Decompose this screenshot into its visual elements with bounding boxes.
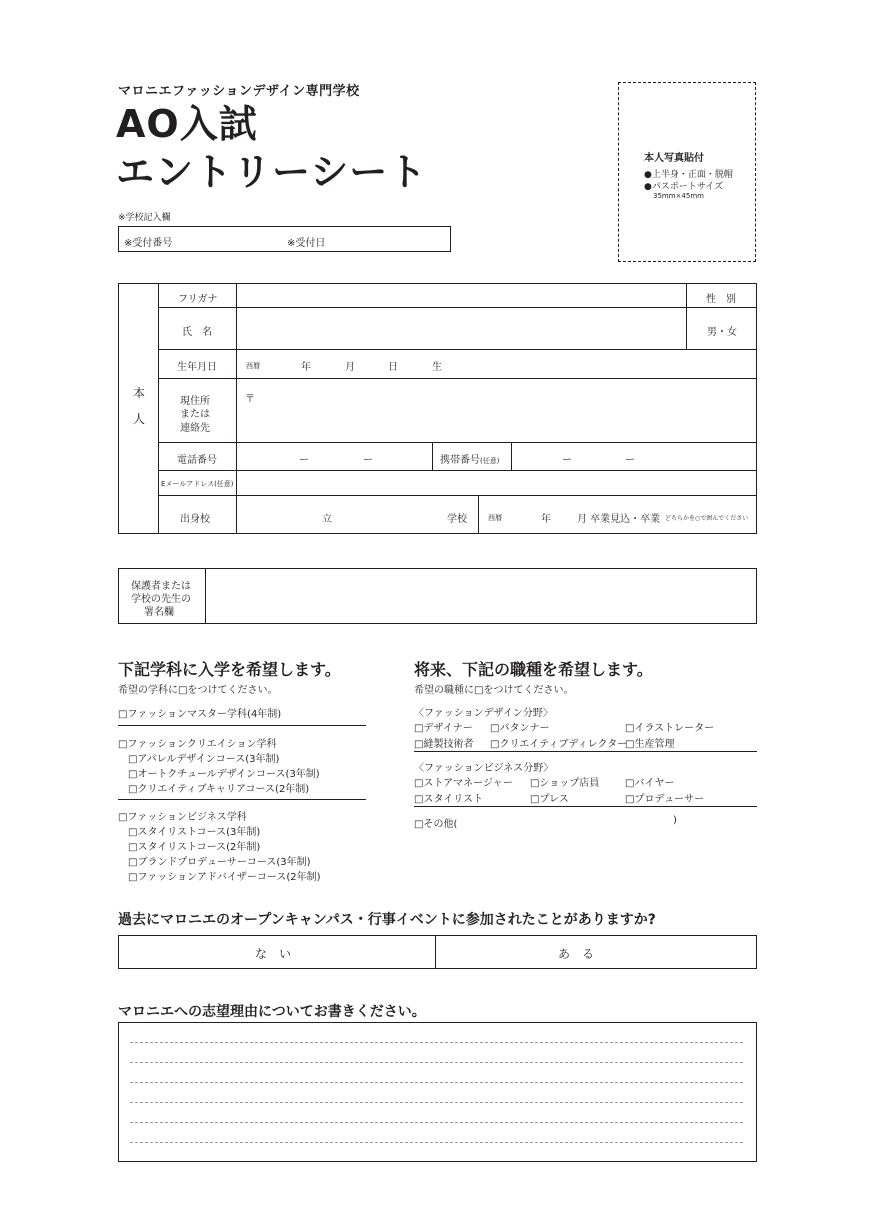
- job-item[interactable]: □ストアマネージャー: [414, 778, 513, 789]
- course-item[interactable]: □ブランドプロデューサーコース(3年制): [128, 857, 311, 868]
- school-use-note: ※学校記入欄: [118, 213, 171, 223]
- photo-line-1: ●上半身・正面・脱帽: [644, 170, 733, 180]
- job-item[interactable]: □スタイリスト: [414, 794, 484, 805]
- gender-options[interactable]: 男・女: [707, 327, 737, 338]
- event-answer-box: [118, 935, 757, 969]
- job-item[interactable]: □クリエイティブディレクター: [490, 739, 628, 750]
- grad-note: どちらかを○で囲んでください: [665, 515, 749, 522]
- photo-title: 本人写真貼付: [644, 153, 704, 164]
- guardian-label-1: 保護者または: [131, 581, 191, 592]
- name-field[interactable]: [238, 309, 684, 347]
- gender-label: 性 別: [706, 294, 736, 305]
- phone-dash-1: ー: [299, 455, 309, 466]
- dept-creation[interactable]: □ファッションクリエイション学科: [118, 739, 277, 750]
- departments-heading: 下記学科に入学を希望します。: [118, 660, 341, 679]
- design-field-label: 〈ファッションデザイン分野〉: [414, 708, 553, 719]
- course-item[interactable]: □クリエイティブキャリアコース(2年制): [128, 784, 310, 795]
- course-item[interactable]: □ファッションアドバイザーコース(2年制): [128, 872, 321, 883]
- address-label-2: または: [180, 409, 210, 420]
- title-line-1: AO入試: [116, 102, 258, 146]
- course-item[interactable]: □オートクチュールデザインコース(3年制): [128, 769, 320, 780]
- mobile-dash-2: ー: [625, 455, 635, 466]
- mobile-label-text: 携帯番号: [440, 455, 480, 466]
- event-no-option[interactable]: な い: [255, 947, 292, 961]
- name-label: 氏 名: [182, 327, 212, 338]
- course-item[interactable]: □アパレルデザインコース(3年制): [128, 754, 280, 765]
- job-item[interactable]: □ショップ店員: [530, 778, 600, 789]
- birth-era: 西暦: [246, 362, 260, 370]
- furigana-label: フリガナ: [178, 294, 218, 305]
- applicant-label-1: 本: [133, 386, 146, 400]
- job-item[interactable]: □パタンナー: [490, 723, 550, 734]
- school-label: 出身校: [180, 514, 210, 525]
- job-item[interactable]: □イラストレーター: [625, 723, 715, 734]
- receipt-box: [118, 226, 451, 252]
- receipt-date-label: ※受付日: [287, 238, 326, 249]
- job-item[interactable]: □バイヤー: [625, 778, 675, 789]
- job-item[interactable]: □生産管理: [625, 739, 675, 750]
- page-title: [116, 100, 427, 196]
- guardian-label-2: 学校の先生の: [131, 594, 191, 605]
- title-line-2: エントリーシート: [116, 150, 428, 194]
- dept-master[interactable]: □ファッションマスター学科(4年制): [118, 709, 282, 720]
- event-question: 過去にマロニエのオープンキャンパス・行事イベントに参加されたことがありますか?: [118, 912, 656, 928]
- address-label-1: 現住所: [180, 396, 210, 407]
- course-item[interactable]: □スタイリストコース(3年制): [128, 827, 261, 838]
- applicant-label-2: 人: [133, 412, 146, 426]
- receipt-number-label: ※受付番号: [124, 238, 173, 249]
- event-yes-option[interactable]: あ る: [558, 947, 595, 961]
- school-established: 立: [322, 514, 332, 525]
- grad-era: 西暦: [488, 514, 502, 522]
- job-item[interactable]: □縫製技術者: [414, 739, 474, 750]
- job-other-close: ): [673, 815, 677, 826]
- reason-heading: マロニエへの志望理由についてお書きください。: [118, 1004, 426, 1020]
- birth-suffix: 生: [432, 362, 442, 373]
- postal-mark: 〒: [245, 394, 255, 405]
- email-field[interactable]: [238, 472, 755, 493]
- guardian-label-3: 署名欄: [144, 607, 174, 618]
- furigana-field[interactable]: [238, 285, 684, 305]
- email-label: Eメールアドレス(任意): [161, 480, 234, 488]
- school-name: マロニエファッションデザイン専門学校: [118, 84, 360, 99]
- photo-line-2: ●パスポートサイズ: [644, 182, 724, 192]
- mobile-optional: (任意): [480, 457, 500, 465]
- dept-business[interactable]: □ファッションビジネス学科: [118, 812, 247, 823]
- phone-label: 電話番号: [177, 455, 217, 466]
- guardian-signature-field[interactable]: [207, 570, 755, 622]
- school-suffix: 学校: [447, 514, 467, 525]
- address-label-3: 連絡先: [180, 423, 210, 434]
- careers-instruction: 希望の職種に□をつけてください。: [414, 685, 574, 696]
- birth-year[interactable]: 年: [301, 362, 311, 373]
- job-item[interactable]: □プレス: [530, 794, 569, 805]
- photo-size: 35mm×45mm: [653, 192, 704, 200]
- address-field[interactable]: [238, 380, 755, 440]
- business-field-label: 〈ファッションビジネス分野〉: [414, 763, 554, 774]
- birth-label: 生年月日: [177, 362, 217, 373]
- birth-month[interactable]: 月: [345, 362, 355, 373]
- phone-dash-2: ー: [363, 455, 373, 466]
- grad-status[interactable]: 月 卒業見込・卒業: [577, 514, 661, 525]
- job-item[interactable]: □デザイナー: [414, 723, 473, 734]
- reason-field[interactable]: [118, 1022, 757, 1162]
- course-item[interactable]: □スタイリストコース(2年制): [128, 842, 261, 853]
- birth-day[interactable]: 日: [388, 362, 398, 373]
- careers-heading: 将来、下記の職種を希望します。: [414, 660, 653, 679]
- job-other[interactable]: □その他(: [414, 819, 458, 830]
- mobile-dash-1: ー: [562, 455, 572, 466]
- photo-box[interactable]: [618, 82, 756, 262]
- departments-instruction: 希望の学科に□をつけてください。: [118, 685, 278, 696]
- job-item[interactable]: □プロデューサー: [625, 794, 705, 805]
- grad-year[interactable]: 年: [541, 514, 551, 525]
- mobile-label: [440, 451, 499, 466]
